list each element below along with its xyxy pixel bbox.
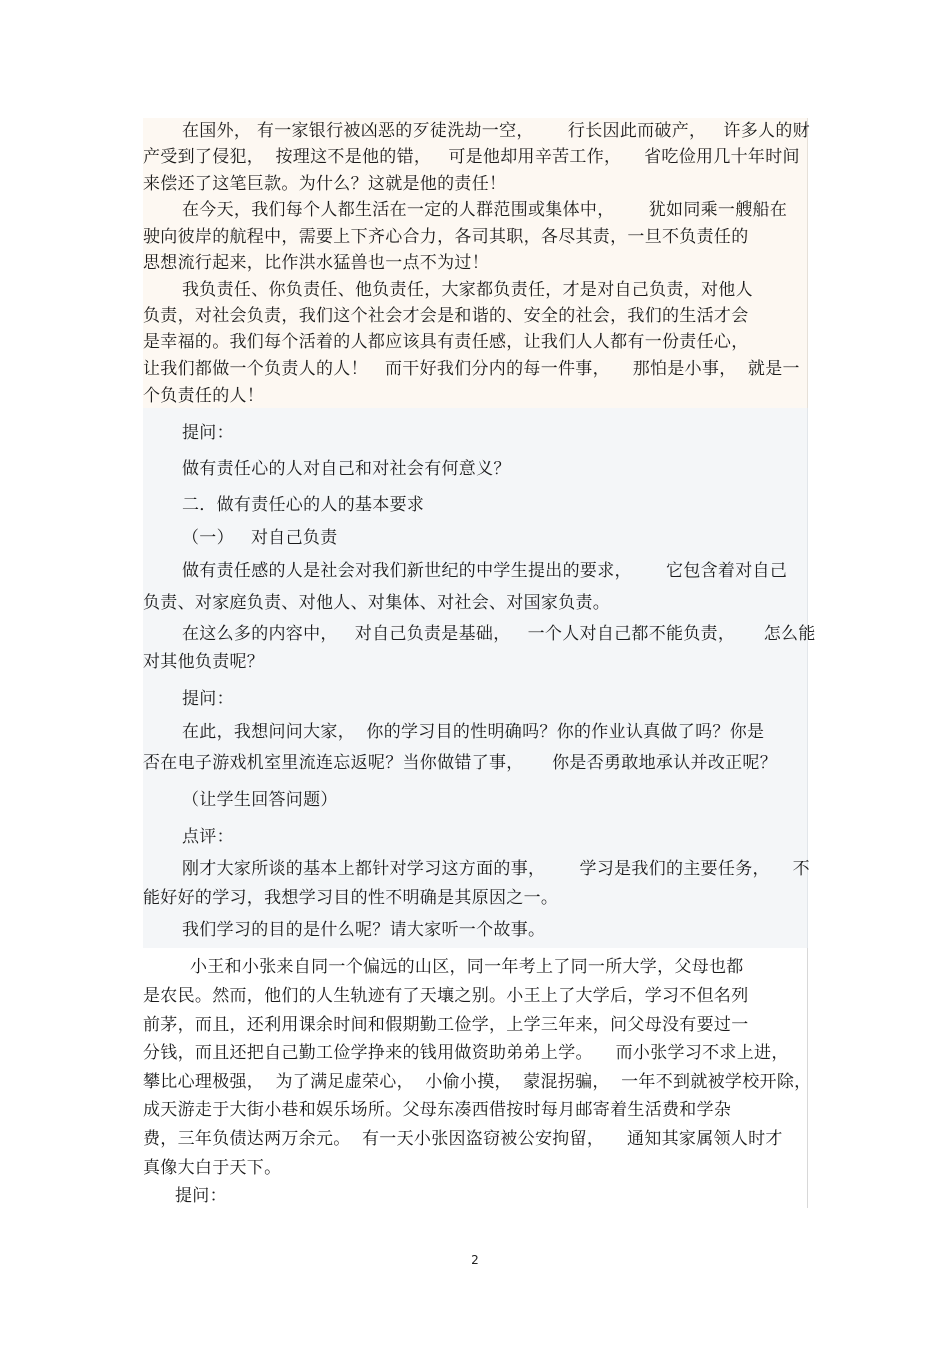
text-line: 产受到了侵犯， 按理这不是他的错， 可是他却用辛苦工作， 省吃俭用几十年时间 bbox=[143, 147, 800, 167]
text-line: 来偿还了这笔巨款。为什么？这就是他的责任！ bbox=[143, 174, 507, 194]
text-line: 是农民。然而，他们的人生轨迹有了天壤之别。小王上了大学后，学习不但名列 bbox=[143, 986, 749, 1006]
text-line: 刚才大家所谈的基本上都针对学习这方面的事， 学习是我们的主要任务， 不 bbox=[182, 859, 810, 879]
text-line: 思想流行起来，比作洪水猛兽也一点不为过！ bbox=[143, 253, 489, 273]
text-line: 否在电子游戏机室里流连忘返呢？当你做错了事， 你是否勇敢地承认并改正呢？ bbox=[143, 753, 778, 773]
text-line: 二．做有责任心的人的基本要求 bbox=[182, 495, 425, 515]
text-line: （让学生回答问题） bbox=[182, 790, 338, 810]
text-line: 在这么多的内容中， 对自己负责是基础， 一个人对自己都不能负责， 怎么能 bbox=[182, 624, 816, 644]
text-line: 提问： bbox=[175, 1186, 227, 1206]
text-line: 做有责任感的人是社会对我们新世纪的中学生提出的要求， 它包含着对自己 bbox=[182, 561, 788, 581]
text-line: 提问： bbox=[182, 423, 234, 443]
text-line: 负责，对社会负责，我们这个社会才会是和谐的、安全的社会，我们的生活才会 bbox=[143, 306, 749, 326]
text-line: 攀比心理极强， 为了满足虚荣心， 小偷小摸， 蒙混拐骗， 一年不到就被学校开除， bbox=[143, 1072, 812, 1092]
text-line: 驶向彼岸的航程中，需要上下齐心合力，各司其职，各尽其责，一旦不负责任的 bbox=[143, 227, 749, 247]
text-line: 成天游走于大街小巷和娱乐场所。父母东凑西借按时每月邮寄着生活费和学杂 bbox=[143, 1100, 732, 1120]
text-line: 前茅，而且，还利用课余时间和假期勤工俭学，上学三年来，问父母没有要过一 bbox=[143, 1015, 749, 1035]
text-line: 提问： bbox=[182, 689, 234, 709]
text-line: （一） 对自己负责 bbox=[182, 528, 338, 548]
page-number: 2 bbox=[471, 1253, 479, 1267]
text-line: 点评： bbox=[182, 827, 234, 847]
text-line: 能好好的学习，我想学习目的性不明确是其原因之一。 bbox=[143, 888, 559, 908]
text-line: 在此，我想问问大家， 你的学习目的性明确吗？你的作业认真做了吗？你是 bbox=[182, 722, 765, 742]
text-line: 小王和小张来自同一个偏远的山区，同一年考上了同一所大学，父母也都 bbox=[190, 957, 744, 977]
text-line: 我负责任、你负责任、他负责任，大家都负责任，才是对自己负责，对他人 bbox=[182, 280, 753, 300]
text-line: 在国外， 有一家银行被凶恶的歹徒洗劫一空， 行长因此而破产， 许多人的财 bbox=[182, 121, 810, 141]
text-line: 让我们都做一个负责人的人！ 而干好我们分内的每一件事， 那怕是小事， 就是一 bbox=[143, 359, 800, 379]
text-line: 在今天，我们每个人都生活在一定的人群范围或集体中， 犹如同乘一艘船在 bbox=[182, 200, 788, 220]
text-line: 真像大白于天下。 bbox=[143, 1158, 282, 1178]
text-line: 个负责任的人！ bbox=[143, 386, 265, 406]
text-line: 我们学习的目的是什么呢？请大家听一个故事。 bbox=[182, 920, 546, 940]
text-line: 费，三年负债达两万余元。 有一天小张因盗窃被公安拘留， 通知其家属领人时才 bbox=[143, 1129, 783, 1149]
text-line: 做有责任心的人对自己和对社会有何意义？ bbox=[182, 459, 511, 479]
text-line: 对其他负责呢？ bbox=[143, 652, 265, 672]
text-line: 分钱，而且还把自己勤工俭学挣来的钱用做资助弟弟上学。 而小张学习不求上进， bbox=[143, 1043, 789, 1063]
text-line: 负责、对家庭负责、对他人、对集体、对社会、对国家负责。 bbox=[143, 593, 611, 613]
text-line: 是幸福的。我们每个活着的人都应该具有责任感，让我们人人都有一份责任心， bbox=[143, 332, 749, 352]
